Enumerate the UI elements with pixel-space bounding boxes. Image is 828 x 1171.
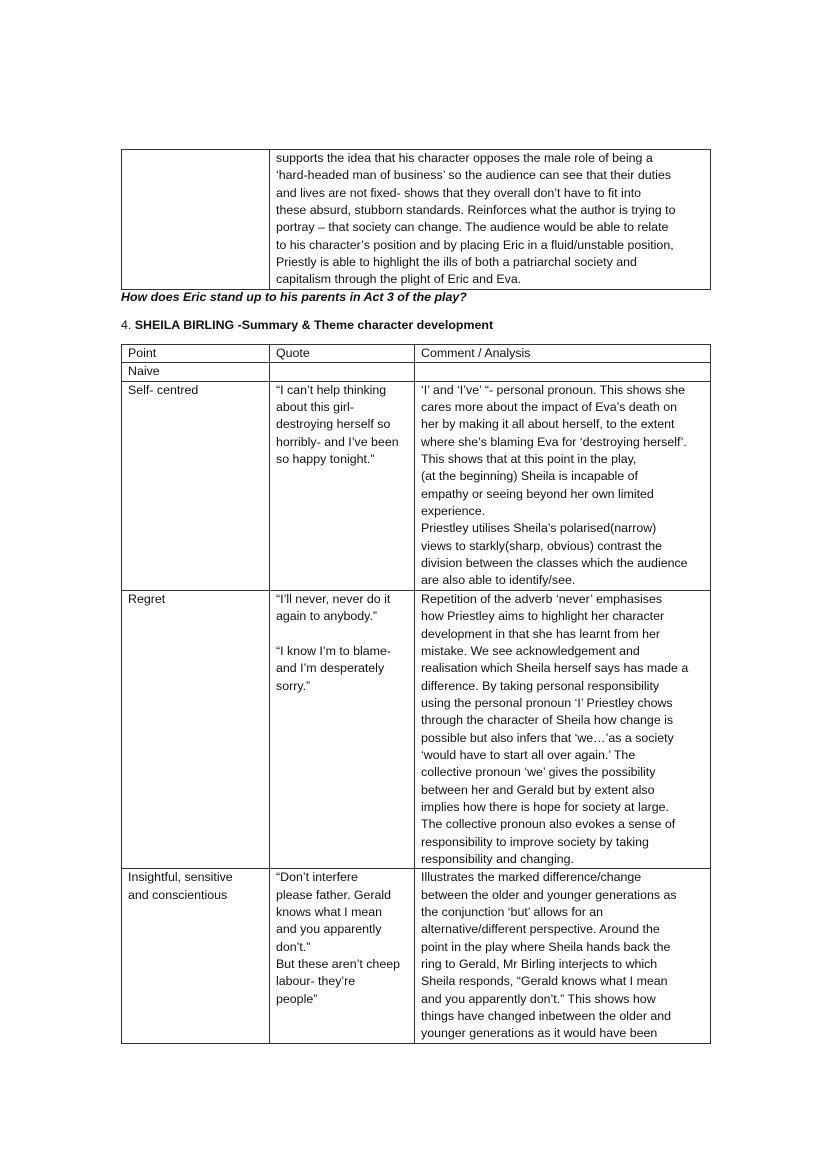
section-number: 4. [121, 318, 132, 332]
comment-line: empathy or seeing beyond her own limited [421, 486, 654, 501]
header-quote: Quote [270, 345, 415, 363]
point-line: Regret [128, 591, 166, 606]
point-line: Insightful, sensitive [128, 870, 233, 885]
comment-line: are also able to identify/see. [421, 573, 576, 588]
comment-line: where she’s blaming Eva for ‘destroying herself’. [421, 434, 687, 449]
comment-line: using the personal pronoun ‘I’ Priestley chows [421, 695, 673, 710]
table-row [122, 150, 711, 290]
point-line: and conscientious [128, 887, 228, 902]
quote-line: don’t.” [276, 939, 311, 954]
comment-line: and lives are not fixed- shows that they overall don’t have to fit into [276, 185, 642, 200]
quote-line: so happy tonight.” [276, 452, 375, 467]
comment-cell [415, 363, 711, 381]
point-cell [122, 590, 270, 869]
sheila-table [121, 344, 711, 1044]
comment-line: alternative/different perspective. Around the [421, 922, 660, 937]
comment-line: responsibility to improve society by taking [421, 834, 649, 849]
comment-line: portray – that society can change. The audience would be able to relate [276, 220, 669, 235]
point-line: Self- centred [128, 382, 199, 397]
comment-line: development in that she has learnt from her [421, 626, 660, 641]
comment-line: the conjunction ‘but’ allows for an [421, 905, 604, 919]
point-cell [122, 381, 270, 590]
table-row [122, 363, 711, 381]
eric-question: How does Eric stand up to his parents in Act 3 of the play? [121, 290, 467, 304]
comment-line: these absurd, stubborn standards. Reinforces what the author is trying to [276, 203, 676, 218]
comment-line: point in the play where Sheila hands back the [421, 939, 671, 954]
comment-line: capitalism through the plight of Eric and Eva. [276, 272, 522, 287]
section-title: SHEILA BIRLING -Summary & Theme character development [134, 318, 494, 332]
comment-line: The collective pronoun also evokes a sense of [421, 817, 676, 832]
table-row [122, 869, 711, 1043]
comment-line: views to starkly(sharp, obvious) contrast the [421, 538, 663, 553]
comment-line: younger generations as it would have been [421, 1026, 658, 1041]
comment-line: This shows that at this point in the play, [421, 452, 637, 467]
comment-line: through the character of Sheila how change is [421, 713, 674, 728]
quote-line: “Don’t interfere [276, 870, 358, 885]
comment-line: ‘I’ and ‘I’ve’ “- personal pronoun. This shows she [421, 382, 686, 397]
continuation-table [121, 149, 711, 290]
comment-line: between her and Gerald but by extent also [421, 782, 655, 797]
quote-line: and I’m desperately [276, 661, 385, 676]
continuation-left-cell [122, 150, 270, 290]
comment-line: how Priestley aims to highlight her character [421, 609, 665, 624]
quote-gap [276, 626, 410, 643]
comment-line: experience. [421, 504, 486, 519]
table-header-row [122, 345, 711, 363]
quote-cell [270, 869, 415, 1043]
point-line: Naive [128, 364, 160, 379]
comment-line: to his character’s position and by placing Eric in a fluid/unstable position, [276, 237, 674, 252]
quote-line: people” [276, 991, 318, 1006]
quote-line: “I know I’m to blame- [276, 643, 391, 658]
comment-line: possible but also infers that ‘we…’as a society [421, 730, 674, 745]
comment-cell [415, 381, 711, 590]
comment-line: cares more about the impact of Eva’s death on [421, 400, 677, 415]
quote-line: knows what I mean [276, 905, 383, 919]
comment-line: ring to Gerald, Mr Birling interjects to which [421, 957, 658, 972]
comment-line: Priestley utilises Sheila’s polarised(narrow) [421, 521, 657, 536]
quote-line: and you apparently [276, 922, 382, 937]
comment-line: difference. By taking personal responsibility [421, 678, 660, 693]
comment-line: division between the classes which the audience [421, 556, 688, 571]
comment-line: mistake. We see acknowledgement and [421, 643, 640, 658]
quote-cell [270, 363, 415, 381]
comment-line: Repetition of the adverb ‘never’ emphasises [421, 591, 663, 606]
quote-line: “I’ll never, never do it [276, 591, 391, 606]
quote-line: labour- they’re [276, 974, 356, 989]
comment-line: Priestly is able to highlight the ills of both a patriarchal society and [276, 255, 637, 270]
quote-line: sorry.” [276, 678, 311, 693]
comment-line: implies how there is hope for society at large. [421, 799, 669, 814]
table-row [122, 381, 711, 590]
quote-cell [270, 381, 415, 590]
comment-line: between the older and younger generations as [421, 887, 677, 902]
quote-line: again to anybody.” [276, 609, 378, 624]
comment-line: Illustrates the marked difference/change [421, 870, 642, 885]
quote-line: destroying herself so [276, 417, 391, 432]
point-cell [122, 363, 270, 381]
comment-line: (at the beginning) Sheila is incapable of [421, 469, 638, 484]
quote-line: “I can’t help thinking [276, 382, 387, 397]
comment-line: ‘would have to start all over again.’ The [421, 747, 636, 762]
section-heading [121, 318, 493, 332]
quote-line: please father. Gerald [276, 887, 392, 902]
continuation-comment-cell [270, 150, 711, 290]
quote-line: horribly- and I’ve been [276, 434, 399, 449]
quote-line: But these aren’t cheep [276, 957, 400, 972]
point-cell [122, 869, 270, 1043]
comment-line: collective pronoun ‘we’ gives the possibility [421, 765, 656, 780]
comment-line: her by making it all about herself, to the extent [421, 417, 675, 432]
comment-cell [415, 590, 711, 869]
comment-line: responsibility and changing. [421, 851, 574, 866]
quote-line: about this girl- [276, 400, 354, 415]
comment-line: ‘hard-headed man of business’ so the audience can see that their duties [276, 168, 671, 183]
header-comment: Comment / Analysis [415, 345, 711, 363]
comment-line: Sheila responds, “Gerald knows what I mean [421, 974, 668, 989]
quote-cell [270, 590, 415, 869]
comment-cell [415, 869, 711, 1043]
comment-line: and you apparently don’t.” This shows how [421, 991, 656, 1006]
table-row [122, 590, 711, 869]
comment-line: realisation which Sheila herself says has made a [421, 661, 689, 676]
header-point: Point [122, 345, 270, 363]
comment-line: things have changed inbetween the older and [421, 1009, 672, 1024]
comment-line: supports the idea that his character opposes the male role of being a [276, 151, 653, 165]
